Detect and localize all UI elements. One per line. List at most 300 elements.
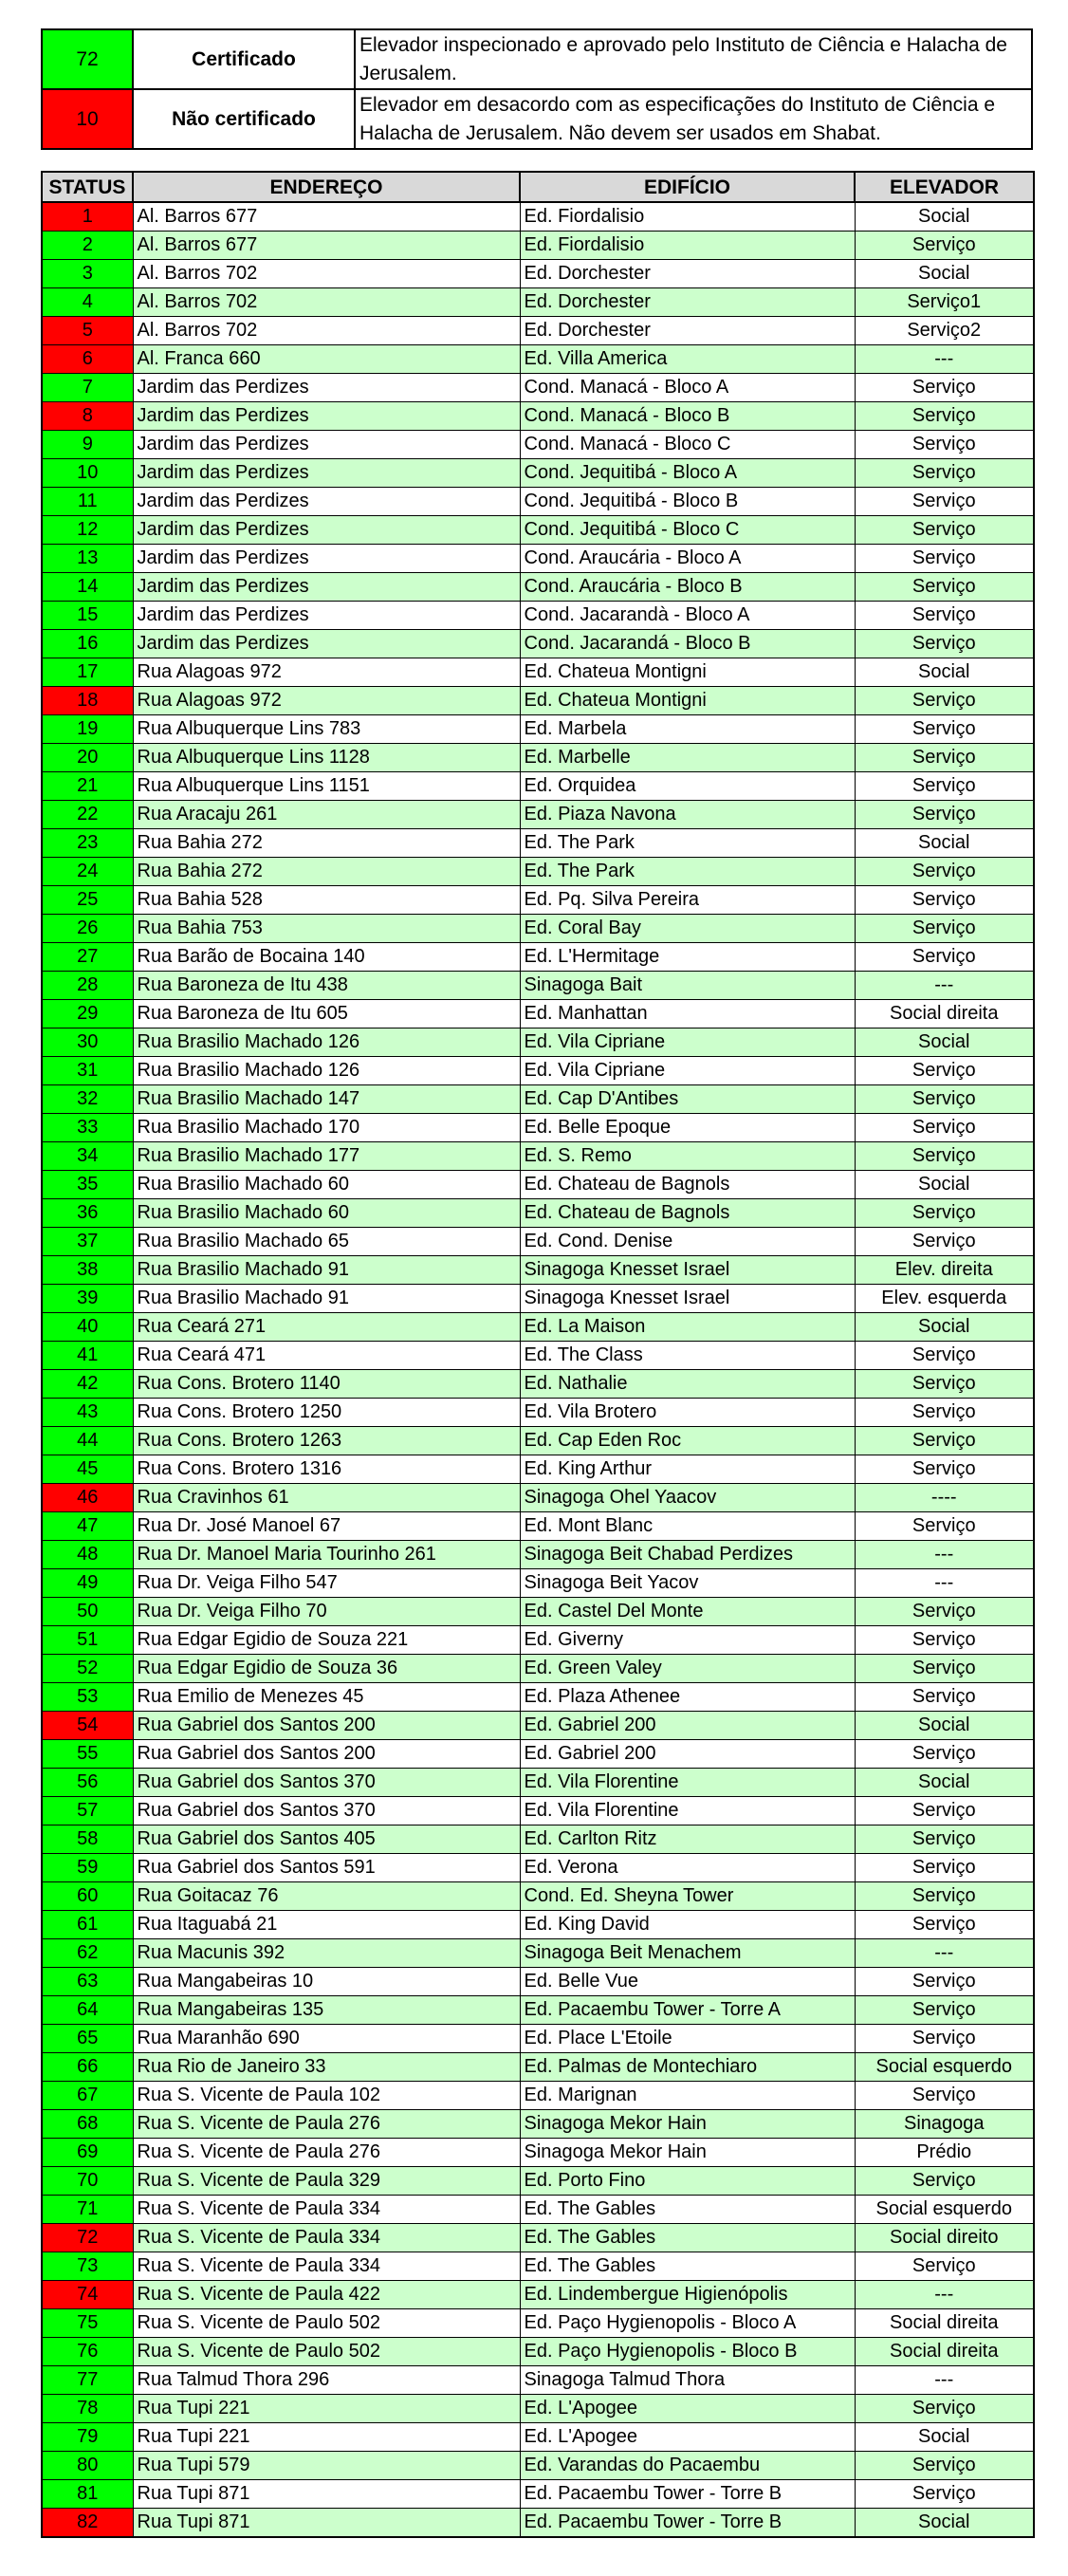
table-row [42,1000,1034,1029]
address-cell: Rua Brasilio Machado 126 [133,1057,520,1085]
status-cell: 53 [42,1683,133,1712]
address-cell: Jardim das Perdizes [133,630,520,658]
status-cell: 37 [42,1228,133,1256]
elevator-cell: Serviço [855,1626,1034,1655]
building-cell: Ed. Paço Hygienopolis - Bloco B [520,2338,855,2366]
status-cell: 33 [42,1114,133,1142]
building-cell: Ed. Mont Blanc [520,1512,855,1541]
address-cell: Rua Aracaju 261 [133,801,520,829]
building-cell: Ed. Cap Eden Roc [520,1427,855,1455]
building-cell: Sinagoga Beit Chabad Perdizes [520,1541,855,1569]
address-cell: Rua Brasilio Machado 60 [133,1171,520,1199]
address-cell: Rua Gabriel dos Santos 370 [133,1769,520,1797]
address-cell: Rua Tupi 871 [133,2509,520,2538]
status-cell: 2 [42,232,133,260]
address-cell: Rua Dr. Veiga Filho 547 [133,1569,520,1598]
address-cell: Rua Barão de Bocaina 140 [133,943,520,972]
address-cell: Al. Barros 702 [133,288,520,317]
status-cell: 45 [42,1455,133,1484]
status-cell: 70 [42,2167,133,2196]
table-row [42,1370,1034,1399]
address-cell: Rua Maranhão 690 [133,2025,520,2053]
elevator-cell: Serviço [855,1882,1034,1911]
elevator-cell: --- [855,1939,1034,1968]
table-row [42,1484,1034,1512]
header-status: STATUS [42,172,133,202]
status-cell: 47 [42,1512,133,1541]
elevator-cell: Serviço [855,772,1034,801]
elevator-cell: Serviço [855,744,1034,772]
elevator-cell: Serviço [855,2082,1034,2110]
address-cell: Rua S. Vicente de Paulo 502 [133,2309,520,2338]
table-row [42,545,1034,573]
elevator-cell: Social [855,2509,1034,2538]
status-cell: 52 [42,1655,133,1683]
address-cell: Rua S. Vicente de Paulo 502 [133,2338,520,2366]
table-row [42,1285,1034,1313]
table-row [42,573,1034,602]
table-row [42,1171,1034,1199]
status-cell: 72 [42,2224,133,2252]
elevator-cell: Serviço [855,459,1034,488]
table-row [42,1968,1034,1996]
status-cell: 43 [42,1399,133,1427]
elevator-cell: ---- [855,1484,1034,1512]
building-cell: Ed. Chateau de Bagnols [520,1171,855,1199]
elevator-cell: Serviço [855,886,1034,915]
table-row [42,459,1034,488]
building-cell: Ed. Gabriel 200 [520,1712,855,1740]
table-row [42,1256,1034,1285]
building-cell: Ed. Vila Brotero [520,1399,855,1427]
status-cell: 58 [42,1825,133,1854]
elevator-cell: Serviço [855,573,1034,602]
status-cell: 23 [42,829,133,858]
building-cell: Ed. Pacaembu Tower - Torre B [520,2509,855,2538]
building-cell: Ed. Dorchester [520,288,855,317]
status-cell: 44 [42,1427,133,1455]
address-cell: Rua Gabriel dos Santos 200 [133,1712,520,1740]
table-row [42,1342,1034,1370]
address-cell: Jardim das Perdizes [133,459,520,488]
table-row [42,1199,1034,1228]
status-cell: 21 [42,772,133,801]
building-cell: Cond. Jequitibá - Bloco C [520,516,855,545]
elevator-cell: Serviço [855,1142,1034,1171]
elevator-cell: Serviço [855,516,1034,545]
status-cell: 18 [42,687,133,715]
table-row [42,402,1034,431]
building-cell: Sinagoga Knesset Israel [520,1256,855,1285]
elevator-cell: Social direita [855,2338,1034,2366]
elevator-cell: Social [855,1769,1034,1797]
legend-certified-description: Elevador inspecionado e aprovado pelo Instituto de Ciência e Halacha de Jerusalem. [355,29,1032,89]
table-row [42,915,1034,943]
status-cell: 67 [42,2082,133,2110]
status-cell: 80 [42,2452,133,2480]
address-cell: Rua Baroneza de Itu 438 [133,972,520,1000]
building-cell: Ed. The Class [520,1342,855,1370]
elevator-cell: Serviço [855,1854,1034,1882]
status-cell: 69 [42,2139,133,2167]
status-cell: 55 [42,1740,133,1769]
status-cell: 20 [42,744,133,772]
table-row [42,1427,1034,1455]
table-row [42,345,1034,374]
elevator-cell: Elev. esquerda [855,1285,1034,1313]
elevator-cell: Serviço [855,1085,1034,1114]
status-cell: 56 [42,1769,133,1797]
status-cell: 28 [42,972,133,1000]
table-row [42,2452,1034,2480]
address-cell: Jardim das Perdizes [133,602,520,630]
building-cell: Ed. The Gables [520,2196,855,2224]
address-cell: Jardim das Perdizes [133,431,520,459]
building-cell: Ed. Marbelle [520,744,855,772]
address-cell: Rua Mangabeiras 10 [133,1968,520,1996]
address-cell: Rua Alagoas 972 [133,687,520,715]
legend-not-certified-description: Elevador em desacordo com as especificações do Instituto de Ciência e Halacha de Jerusalem. Não devem ser usados em Shabat. [355,89,1032,149]
building-cell: Sinagoga Bait [520,972,855,1000]
address-cell: Rua Gabriel dos Santos 370 [133,1797,520,1825]
table-row [42,1655,1034,1683]
address-cell: Al. Franca 660 [133,345,520,374]
elevator-cell: Serviço [855,1342,1034,1370]
elevator-cell: Serviço [855,1399,1034,1427]
building-cell: Ed. Porto Fino [520,2167,855,2196]
status-cell: 75 [42,2309,133,2338]
address-cell: Rua Brasilio Machado 147 [133,1085,520,1114]
table-row [42,1769,1034,1797]
address-cell: Rua Edgar Egidio de Souza 221 [133,1626,520,1655]
address-cell: Rua Albuquerque Lins 783 [133,715,520,744]
legend-certified-count: 72 [42,29,133,89]
elevator-cell: Social [855,1313,1034,1342]
table-row [42,715,1034,744]
elevator-cell: Serviço [855,858,1034,886]
address-cell: Rua Dr. Manoel Maria Tourinho 261 [133,1541,520,1569]
address-cell: Rua S. Vicente de Paula 334 [133,2224,520,2252]
table-row [42,1541,1034,1569]
building-cell: Ed. Manhattan [520,1000,855,1029]
table-row [42,630,1034,658]
table-row [42,2366,1034,2395]
address-cell: Rua Cravinhos 61 [133,1484,520,1512]
table-row [42,2338,1034,2366]
status-cell: 35 [42,1171,133,1199]
table-row [42,2082,1034,2110]
legend-not-certified-count: 10 [42,89,133,149]
status-cell: 66 [42,2053,133,2082]
building-cell: Ed. King David [520,1911,855,1939]
table-row [42,1626,1034,1655]
address-cell: Rua Talmud Thora 296 [133,2366,520,2395]
table-row [42,1911,1034,1939]
address-cell: Rua Tupi 579 [133,2452,520,2480]
table-row [42,744,1034,772]
building-cell: Sinagoga Mekor Hain [520,2110,855,2139]
elevator-cell: Serviço [855,2452,1034,2480]
building-cell: Ed. Belle Epoque [520,1114,855,1142]
address-cell: Rua Dr. Veiga Filho 70 [133,1598,520,1626]
table-row [42,1029,1034,1057]
building-cell: Ed. Dorchester [520,260,855,288]
status-cell: 7 [42,374,133,402]
legend-row-not-certified [42,89,1032,149]
building-cell: Ed. Plaza Athenee [520,1683,855,1712]
status-cell: 13 [42,545,133,573]
table-row [42,288,1034,317]
elevator-cell: Serviço [855,1996,1034,2025]
elevator-cell: Serviço [855,1512,1034,1541]
building-cell: Cond. Ed. Sheyna Tower [520,1882,855,1911]
building-cell: Ed. Orquidea [520,772,855,801]
elevator-cell: Social esquerdo [855,2196,1034,2224]
status-cell: 71 [42,2196,133,2224]
address-cell: Rua Itaguabá 21 [133,1911,520,1939]
address-cell: Al. Barros 677 [133,232,520,260]
status-cell: 81 [42,2480,133,2509]
address-cell: Rua S. Vicente de Paula 334 [133,2196,520,2224]
status-cell: 25 [42,886,133,915]
status-cell: 24 [42,858,133,886]
header-elevator: ELEVADOR [855,172,1034,202]
status-cell: 59 [42,1854,133,1882]
building-cell: Cond. Jacarandà - Bloco A [520,602,855,630]
address-cell: Jardim das Perdizes [133,402,520,431]
table-row [42,687,1034,715]
elevator-cell: Serviço [855,2395,1034,2423]
table-row [42,1399,1034,1427]
building-cell: Ed. Piaza Navona [520,801,855,829]
building-cell: Ed. Chateau de Bagnols [520,1199,855,1228]
status-cell: 32 [42,1085,133,1114]
address-cell: Rua Ceará 471 [133,1342,520,1370]
elevator-cell: Serviço [855,1655,1034,1683]
table-row [42,829,1034,858]
status-cell: 1 [42,202,133,232]
building-cell: Ed. Carlton Ritz [520,1825,855,1854]
address-cell: Rua Brasilio Machado 65 [133,1228,520,1256]
table-row [42,801,1034,829]
building-cell: Ed. Cap D'Antibes [520,1085,855,1114]
address-cell: Rua Brasilio Machado 170 [133,1114,520,1142]
elevator-cell: --- [855,345,1034,374]
table-row [42,488,1034,516]
status-cell: 4 [42,288,133,317]
elevator-cell: Serviço [855,545,1034,573]
address-cell: Rua Brasilio Machado 126 [133,1029,520,1057]
table-row [42,2110,1034,2139]
elevator-cell: Social [855,2423,1034,2452]
building-cell: Ed. Giverny [520,1626,855,1655]
address-cell: Rua Cons. Brotero 1140 [133,1370,520,1399]
address-cell: Rua Ceará 271 [133,1313,520,1342]
building-cell: Ed. Verona [520,1854,855,1882]
table-row [42,374,1034,402]
table-row [42,1939,1034,1968]
elevator-cell: Serviço [855,915,1034,943]
status-cell: 36 [42,1199,133,1228]
building-cell: Ed. Castel Del Monte [520,1598,855,1626]
status-cell: 8 [42,402,133,431]
elevator-cell: Serviço [855,2025,1034,2053]
elevator-cell: Social direita [855,1000,1034,1029]
building-cell: Cond. Jequitibá - Bloco B [520,488,855,516]
elevator-cell: Serviço [855,1199,1034,1228]
address-cell: Rua Tupi 871 [133,2480,520,2509]
building-cell: Sinagoga Talmud Thora [520,2366,855,2395]
table-row [42,1797,1034,1825]
table-row [42,2196,1034,2224]
table-row [42,2423,1034,2452]
building-cell: Ed. Cond. Denise [520,1228,855,1256]
building-cell: Cond. Manacá - Bloco C [520,431,855,459]
elevator-cell: Prédio [855,2139,1034,2167]
table-row [42,772,1034,801]
table-row [42,260,1034,288]
status-cell: 38 [42,1256,133,1285]
building-cell: Ed. Vila Cipriane [520,1057,855,1085]
building-cell: Ed. Gabriel 200 [520,1740,855,1769]
status-cell: 29 [42,1000,133,1029]
header-building: EDIFÍCIO [520,172,855,202]
elevator-cell: Serviço [855,1740,1034,1769]
status-cell: 41 [42,1342,133,1370]
elevator-cell: Serviço [855,374,1034,402]
table-row [42,2252,1034,2281]
address-cell: Rua Rio de Janeiro 33 [133,2053,520,2082]
address-cell: Rua Brasilio Machado 177 [133,1142,520,1171]
table-row [42,1057,1034,1085]
elevator-cell: Social [855,829,1034,858]
elevator-cell: Sinagoga [855,2110,1034,2139]
address-cell: Rua S. Vicente de Paula 276 [133,2139,520,2167]
address-cell: Jardim das Perdizes [133,545,520,573]
building-cell: Ed. Belle Vue [520,1968,855,1996]
building-cell: Ed. Vila Florentine [520,1769,855,1797]
building-cell: Cond. Araucária - Bloco B [520,573,855,602]
address-cell: Rua Bahia 753 [133,915,520,943]
status-cell: 61 [42,1911,133,1939]
address-cell: Rua Cons. Brotero 1316 [133,1455,520,1484]
table-row [42,202,1034,232]
elevator-cell: Social [855,202,1034,232]
address-cell: Rua Bahia 272 [133,829,520,858]
building-cell: Ed. Vila Florentine [520,1797,855,1825]
elevator-cell: --- [855,972,1034,1000]
table-row [42,943,1034,972]
address-cell: Rua S. Vicente de Paula 422 [133,2281,520,2309]
table-row [42,2167,1034,2196]
table-row [42,1882,1034,1911]
table-row [42,1598,1034,1626]
address-cell: Rua Emilio de Menezes 45 [133,1683,520,1712]
building-cell: Ed. Place L'Etoile [520,2025,855,2053]
legend-certified-label: Certificado [133,29,355,89]
building-cell: Ed. Chateua Montigni [520,687,855,715]
elevator-cell: --- [855,2366,1034,2395]
table-row [42,2224,1034,2252]
building-cell: Ed. L'Hermitage [520,943,855,972]
address-cell: Rua Goitacaz 76 [133,1882,520,1911]
status-cell: 12 [42,516,133,545]
elevator-table [41,171,1035,2538]
status-cell: 31 [42,1057,133,1085]
status-cell: 60 [42,1882,133,1911]
building-cell: Ed. The Park [520,858,855,886]
table-row [42,972,1034,1000]
building-cell: Ed. The Gables [520,2252,855,2281]
table-row [42,1085,1034,1114]
status-cell: 9 [42,431,133,459]
elevator-cell: Serviço [855,1114,1034,1142]
status-cell: 57 [42,1797,133,1825]
address-cell: Rua Gabriel dos Santos 405 [133,1825,520,1854]
elevator-cell: Serviço [855,2252,1034,2281]
table-row [42,317,1034,345]
elevator-cell: --- [855,2281,1034,2309]
table-row [42,1512,1034,1541]
status-cell: 50 [42,1598,133,1626]
address-cell: Rua Bahia 272 [133,858,520,886]
elevator-cell: Serviço [855,2167,1034,2196]
table-row [42,1996,1034,2025]
status-cell: 27 [42,943,133,972]
table-body [42,202,1034,2537]
table-row [42,2139,1034,2167]
elevator-cell: Serviço [855,431,1034,459]
building-cell: Ed. L'Apogee [520,2395,855,2423]
elevator-cell: Social direita [855,2309,1034,2338]
status-cell: 15 [42,602,133,630]
building-cell: Sinagoga Mekor Hain [520,2139,855,2167]
building-cell: Ed. King Arthur [520,1455,855,1484]
address-cell: Rua S. Vicente de Paula 329 [133,2167,520,2196]
address-cell: Rua S. Vicente de Paula 334 [133,2252,520,2281]
status-cell: 30 [42,1029,133,1057]
building-cell: Cond. Jequitibá - Bloco A [520,459,855,488]
address-cell: Rua Gabriel dos Santos 591 [133,1854,520,1882]
building-cell: Ed. Green Valey [520,1655,855,1683]
elevator-cell: Serviço [855,715,1034,744]
table-row [42,1825,1034,1854]
table-row [42,1228,1034,1256]
elevator-cell: --- [855,1541,1034,1569]
table-row [42,602,1034,630]
table-row [42,1854,1034,1882]
table-row [42,1455,1034,1484]
address-cell: Rua Brasilio Machado 60 [133,1199,520,1228]
table-row [42,2025,1034,2053]
table-row [42,1683,1034,1712]
building-cell: Sinagoga Ohel Yaacov [520,1484,855,1512]
building-cell: Cond. Manacá - Bloco A [520,374,855,402]
building-cell: Ed. Pacaembu Tower - Torre A [520,1996,855,2025]
status-cell: 3 [42,260,133,288]
table-row [42,2281,1034,2309]
elevator-cell: Serviço [855,1968,1034,1996]
address-cell: Rua Dr. José Manoel 67 [133,1512,520,1541]
status-cell: 14 [42,573,133,602]
table-row [42,858,1034,886]
elevator-cell: Social [855,1712,1034,1740]
address-cell: Rua Bahia 528 [133,886,520,915]
table-header-row [42,172,1034,202]
elevator-cell: Social esquerdo [855,2053,1034,2082]
building-cell: Ed. Paço Hygienopolis - Bloco A [520,2309,855,2338]
address-cell: Jardim das Perdizes [133,488,520,516]
